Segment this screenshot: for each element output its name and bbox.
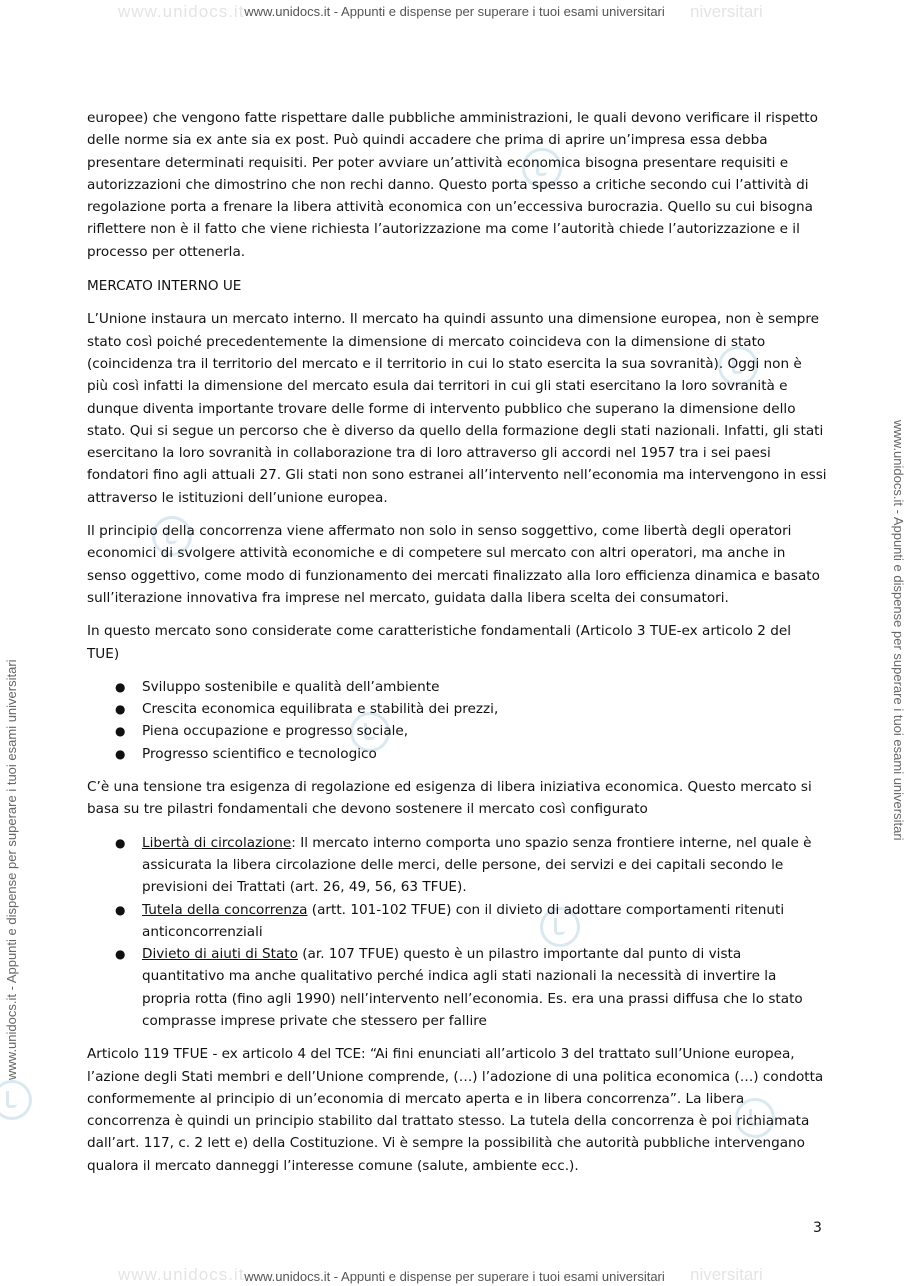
watermark-ghost-bottom-right: niversitari xyxy=(690,1265,763,1284)
paragraph-internal-market: L’Unione instaura un mercato interno. Il mercato ha quindi assunto una dimensione europea, non è sempre stato così poiché precedentemente la dimensione di mercato coincideva con la dimensione di stato (coincidenza tra il territorio del mercato e il territorio in cui lo stato esercita la sua sovranità). Oggi non è più così infatti la dimensione del mercato esula dai territori in cui gli stati esercitano la loro sovranità e dunque diventa importante trovare delle forme di intervento pubblico che superano la dimensione dello stato. Qui si segue un percorso che è diverso da quello della formazione degli stati nazionali. Infatti, gli stati esercitano la loro sovranità in collaborazione tra di loro attraverso gli accordi nel 1957 tra i sei paesi fondatori fino agli attuali 27. Gli stati non sono estranei all’intervento nell’economia ma intervengono in essi attraverso le istituzioni dell’unione europea. xyxy=(87,311,827,506)
pillar-term: Libertà di circolazione xyxy=(142,834,292,851)
paragraph-competition-principle: Il principio della concorrenza viene affermato non solo in senso soggettivo, come libertà degli operatori economici di svolgere attività economiche e di competere sul mercato con altri operatori, ma anche in senso oggettivo, come modo di funzionamento dei mercati finalizzato alla loro efficienza dinamica e basato sull’iterazione innovativa fra imprese nel mercato, guidata dalla libera scelta dei consumatori. xyxy=(87,523,820,606)
list-item: ● Divieto di aiuti di Stato (ar. 107 TFUE) questo è un pilastro importante dal punto di vista quantitativo ma anche qualitativo perché indica agli stati nazionali la necessità di invertire la propria rotta (fino agli 1990) nell’intervento nell’economia. Es. era una prassi diffusa che lo stato comprasse imprese private che stessero per fallire xyxy=(87,943,827,1032)
bullet-icon: ● xyxy=(115,702,126,717)
section-heading: MERCATO INTERNO UE xyxy=(87,278,242,295)
watermark-banner-left: www.unidocs.it - Appunti e dispense per superare i tuoi esami universitari xyxy=(4,659,19,1080)
list-item: ● Libertà di circolazione: Il mercato interno comporta uno spazio senza frontiere interne, nel quale è assicurata la libera circolazione delle merci, delle persone, dei servizi e dei capitali secondo le previsioni dei Trattati (art. 26, 49, 56, 63 TFUE). xyxy=(87,832,827,899)
list-item: ● Crescita economica equilibrata e stabilità dei prezzi, xyxy=(87,698,827,720)
list-item: ● Sviluppo sostenibile e qualità dell’ambiente xyxy=(87,676,827,698)
bullet-icon: ● xyxy=(115,679,126,694)
pillar-term: Divieto di aiuti di Stato xyxy=(142,946,298,963)
pillar-term: Tutela della concorrenza xyxy=(142,901,308,918)
bullet-icon: ● xyxy=(115,902,126,917)
watermark-ghost-top: www.unidocs.it xyxy=(118,2,245,21)
bullet-icon: ● xyxy=(115,947,126,962)
bullet-icon: ● xyxy=(115,724,126,739)
characteristics-list xyxy=(87,676,827,765)
watermark-banner-right: www.unidocs.it - Appunti e dispense per superare i tuoi esami universitari xyxy=(891,420,906,841)
watermark-ghost-top-right: niversitari xyxy=(690,2,763,21)
bullet-icon: ● xyxy=(115,746,126,761)
watermark-banner-bottom: www.unidocs.it - Appunti e dispense per superare i tuoi esami universitari xyxy=(244,1269,665,1284)
watermark-ghost-bottom: www.unidocs.it xyxy=(118,1265,245,1284)
list-item: ● Progresso scientifico e tecnologico xyxy=(87,743,827,765)
page-number: 3 xyxy=(813,1220,822,1236)
bullet-icon: ● xyxy=(115,835,126,850)
watermark-logo-icon xyxy=(0,1080,32,1120)
list-item: ● Tutela della concorrenza (artt. 101-102 TFUE) con il divieto di adottare comportamenti ritenuti anticoncorrenziali xyxy=(87,899,827,944)
paragraph-article-119: Articolo 119 TFUE - ex articolo 4 del TCE: “Ai fini enunciati all’articolo 3 del trattato sull’Unione europea, l’azione degli Stati membri e dell’Unione comprende, (…) l’adozione di una politica economica (…) condotta conformemente al principio di un’economia di mercato aperta e in libera concorrenza”. La libera concorrenza è quindi un principio stabilito dal trattato stesso. La tutela della concorrenza è poi richiamata dall’art. 117, c. 2 lett e) della Costituzione. Vi è sempre la possibilità che autorità pubbliche intervengano qualora il mercato danneggi l’interesse comune (salute, ambiente ecc.). xyxy=(87,1046,824,1174)
paragraph-regulation: europee) che vengono fatte rispettare dalle pubbliche amministrazioni, le quali devono verificare il rispetto delle norme sia ex ante sia ex post. Può quindi accadere che prima di aprire un’impresa essa debba presentare determinati requisiti. Per poter avviare un’attività economica bisogna presentare requisiti e autorizzazioni che dimostrino che non rechi danno. Questo porta spesso a critiche secondo cui l’attività di regolazione porta a frenare la libera attività economica con un’eccessiva burocrazia. Quello su cui bisogna riflettere non è il fatto che viene richiesta l’autorizzazione ma come l’autorità chiede l’autorizzazione e il processo per ottenerla. xyxy=(87,110,818,260)
document-body xyxy=(87,107,827,1188)
pillars-list xyxy=(87,832,827,1033)
paragraph-pillars-intro: C’è una tensione tra esigenza di regolazione ed esigenza di libera iniziativa economica. Questo mercato si basa su tre pilastri fondamentali che devono sostenere il mercato così configurato xyxy=(87,779,812,818)
watermark-banner-top: www.unidocs.it - Appunti e dispense per superare i tuoi esami universitari xyxy=(244,4,665,19)
paragraph-characteristics-intro: In questo mercato sono considerate come caratteristiche fondamentali (Articolo 3 TUE-ex articolo 2 del TUE) xyxy=(87,623,792,662)
list-item: ● Piena occupazione e progresso sociale, xyxy=(87,720,827,742)
